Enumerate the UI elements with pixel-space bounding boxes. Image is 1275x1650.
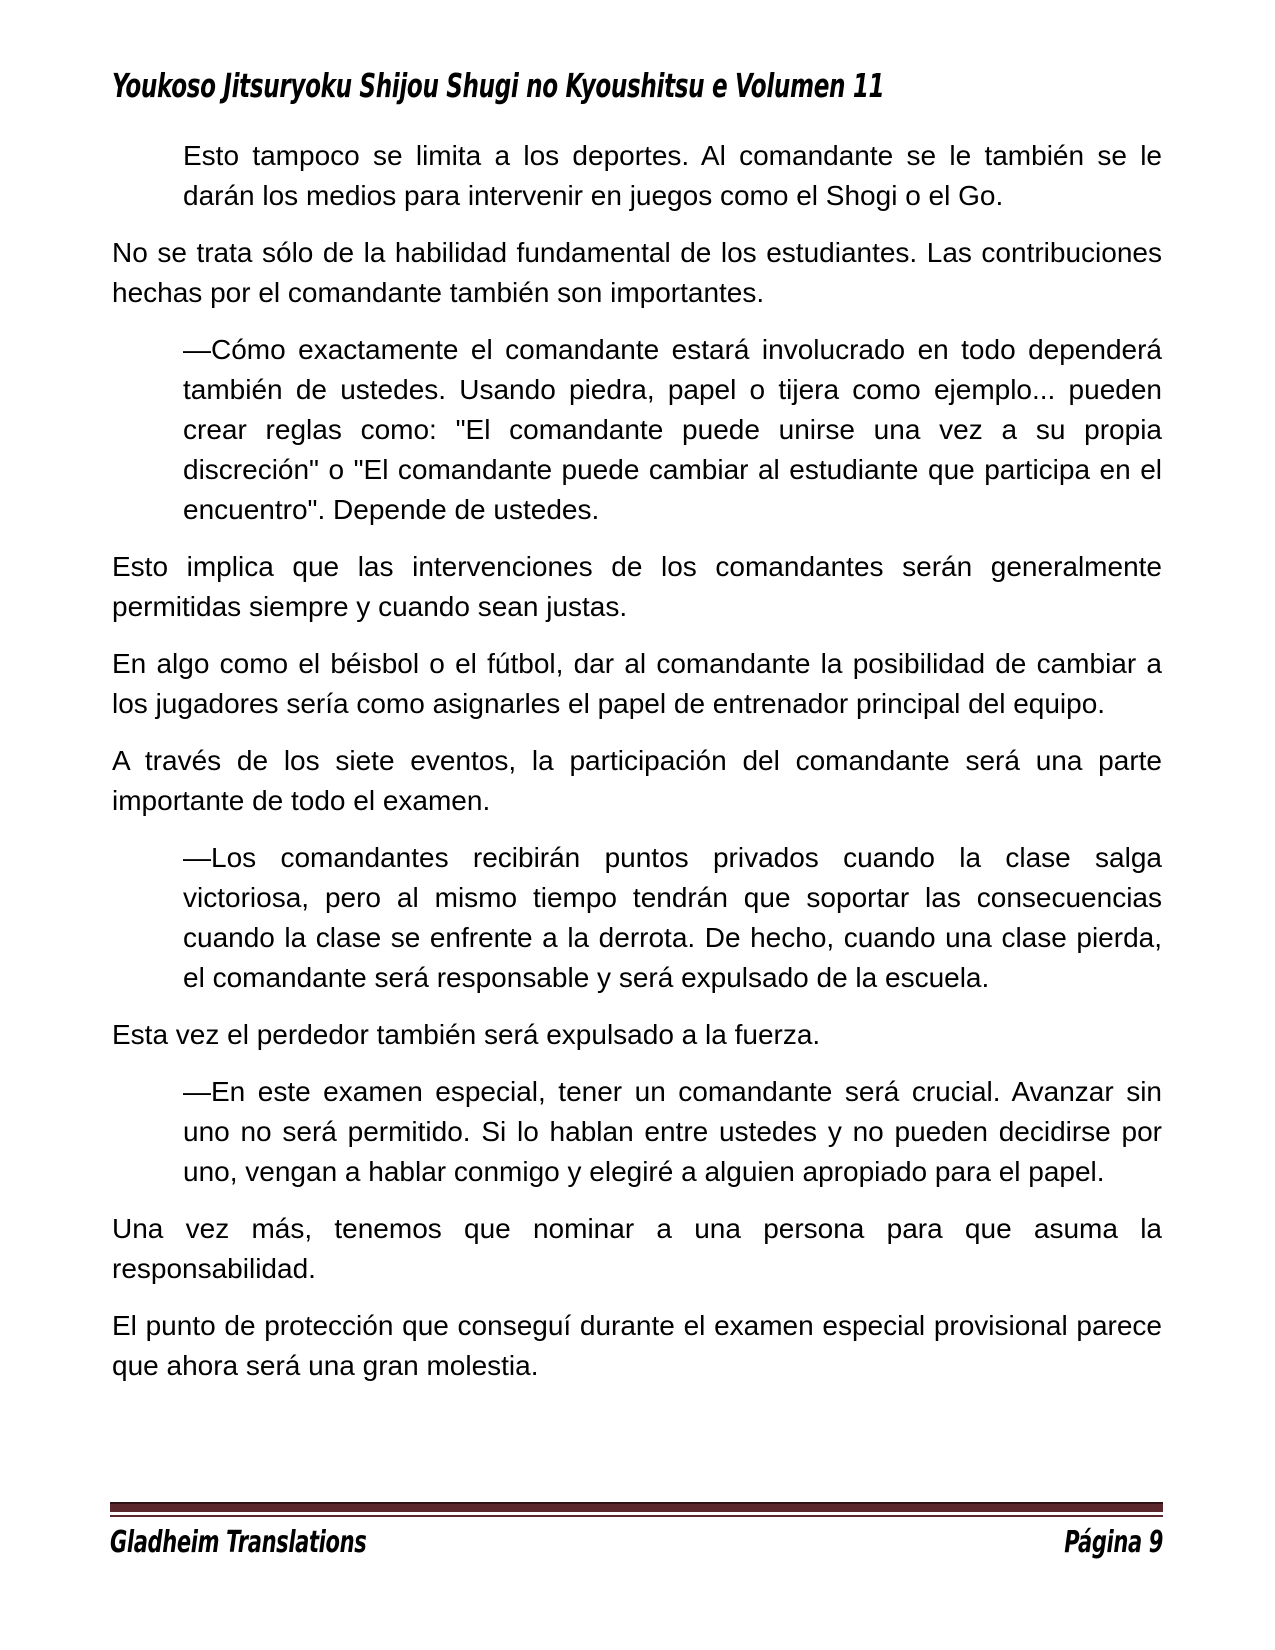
footer-page-number (1022, 1526, 1163, 1560)
page-header (112, 68, 1163, 104)
footer-text-row (110, 1526, 1163, 1560)
paragraph: A través de los siete eventos, la participación del comandante será una parte importante de todo el examen. (112, 745, 1162, 816)
paragraph: En algo como el béisbol o el fútbol, dar al comandante la posibilidad de cambiar a los jugadores sería como asignarles el papel de entrenador principal del equipo. (112, 648, 1162, 719)
paragraph: Esta vez el perdedor también será expulsado a la fuerza. (112, 1019, 821, 1050)
footer-translator-label: Gladheim Translations (110, 1525, 367, 1560)
paragraph: El punto de protección que conseguí durante el examen especial provisional parece que ahora será una gran molestia. (112, 1310, 1162, 1381)
footer-rule-thick (110, 1502, 1163, 1512)
document-body (112, 136, 1162, 1403)
paragraph: —En este examen especial, tener un comandante será crucial. Avanzar sin uno no será permitido. Si lo hablan entre ustedes y no pueden decidirse por uno, vengan a hablar conmigo y elegiré a alguien apropiado para el papel. (183, 1076, 1162, 1187)
footer-page-label: Página 9 (1064, 1525, 1163, 1560)
paragraph: —Los comandantes recibirán puntos privados cuando la clase salga victoriosa, pero al mismo tiempo tendrán que soportar las consecuencias cuando la clase se enfrente a la derrota. De hecho, cuando una clase pierda, el comandante será responsable y será expulsado de la escuela. (183, 842, 1162, 993)
footer-rule-thin (110, 1515, 1163, 1517)
paragraph: —Cómo exactamente el comandante estará involucrado en todo dependerá también de ustedes. Usando piedra, papel o tijera como ejemplo... pueden crear reglas como: "El comandante puede unirse una vez a su propia discreción" o "El comandante puede cambiar al estudiante que participa en el encuentro". Depende de ustedes. (183, 334, 1162, 525)
page-footer (110, 1502, 1163, 1560)
paragraph: Una vez más, tenemos que nominar a una persona para que asuma la responsabilidad. (112, 1213, 1162, 1284)
paragraph: Esto implica que las intervenciones de los comandantes serán generalmente permitidas siempre y cuando sean justas. (112, 551, 1162, 622)
paragraph: Esto tampoco se limita a los deportes. Al comandante se le también se le darán los medios para intervenir en juegos como el Shogi o el Go. (183, 140, 1162, 211)
footer-translator (110, 1526, 476, 1560)
paragraph: No se trata sólo de la habilidad fundamental de los estudiantes. Las contribuciones hechas por el comandante también son importantes. (112, 237, 1162, 308)
header-title: Youkoso Jitsuryoku Shijou Shugi no Kyoushitsu e Volumen 11 (112, 66, 885, 105)
